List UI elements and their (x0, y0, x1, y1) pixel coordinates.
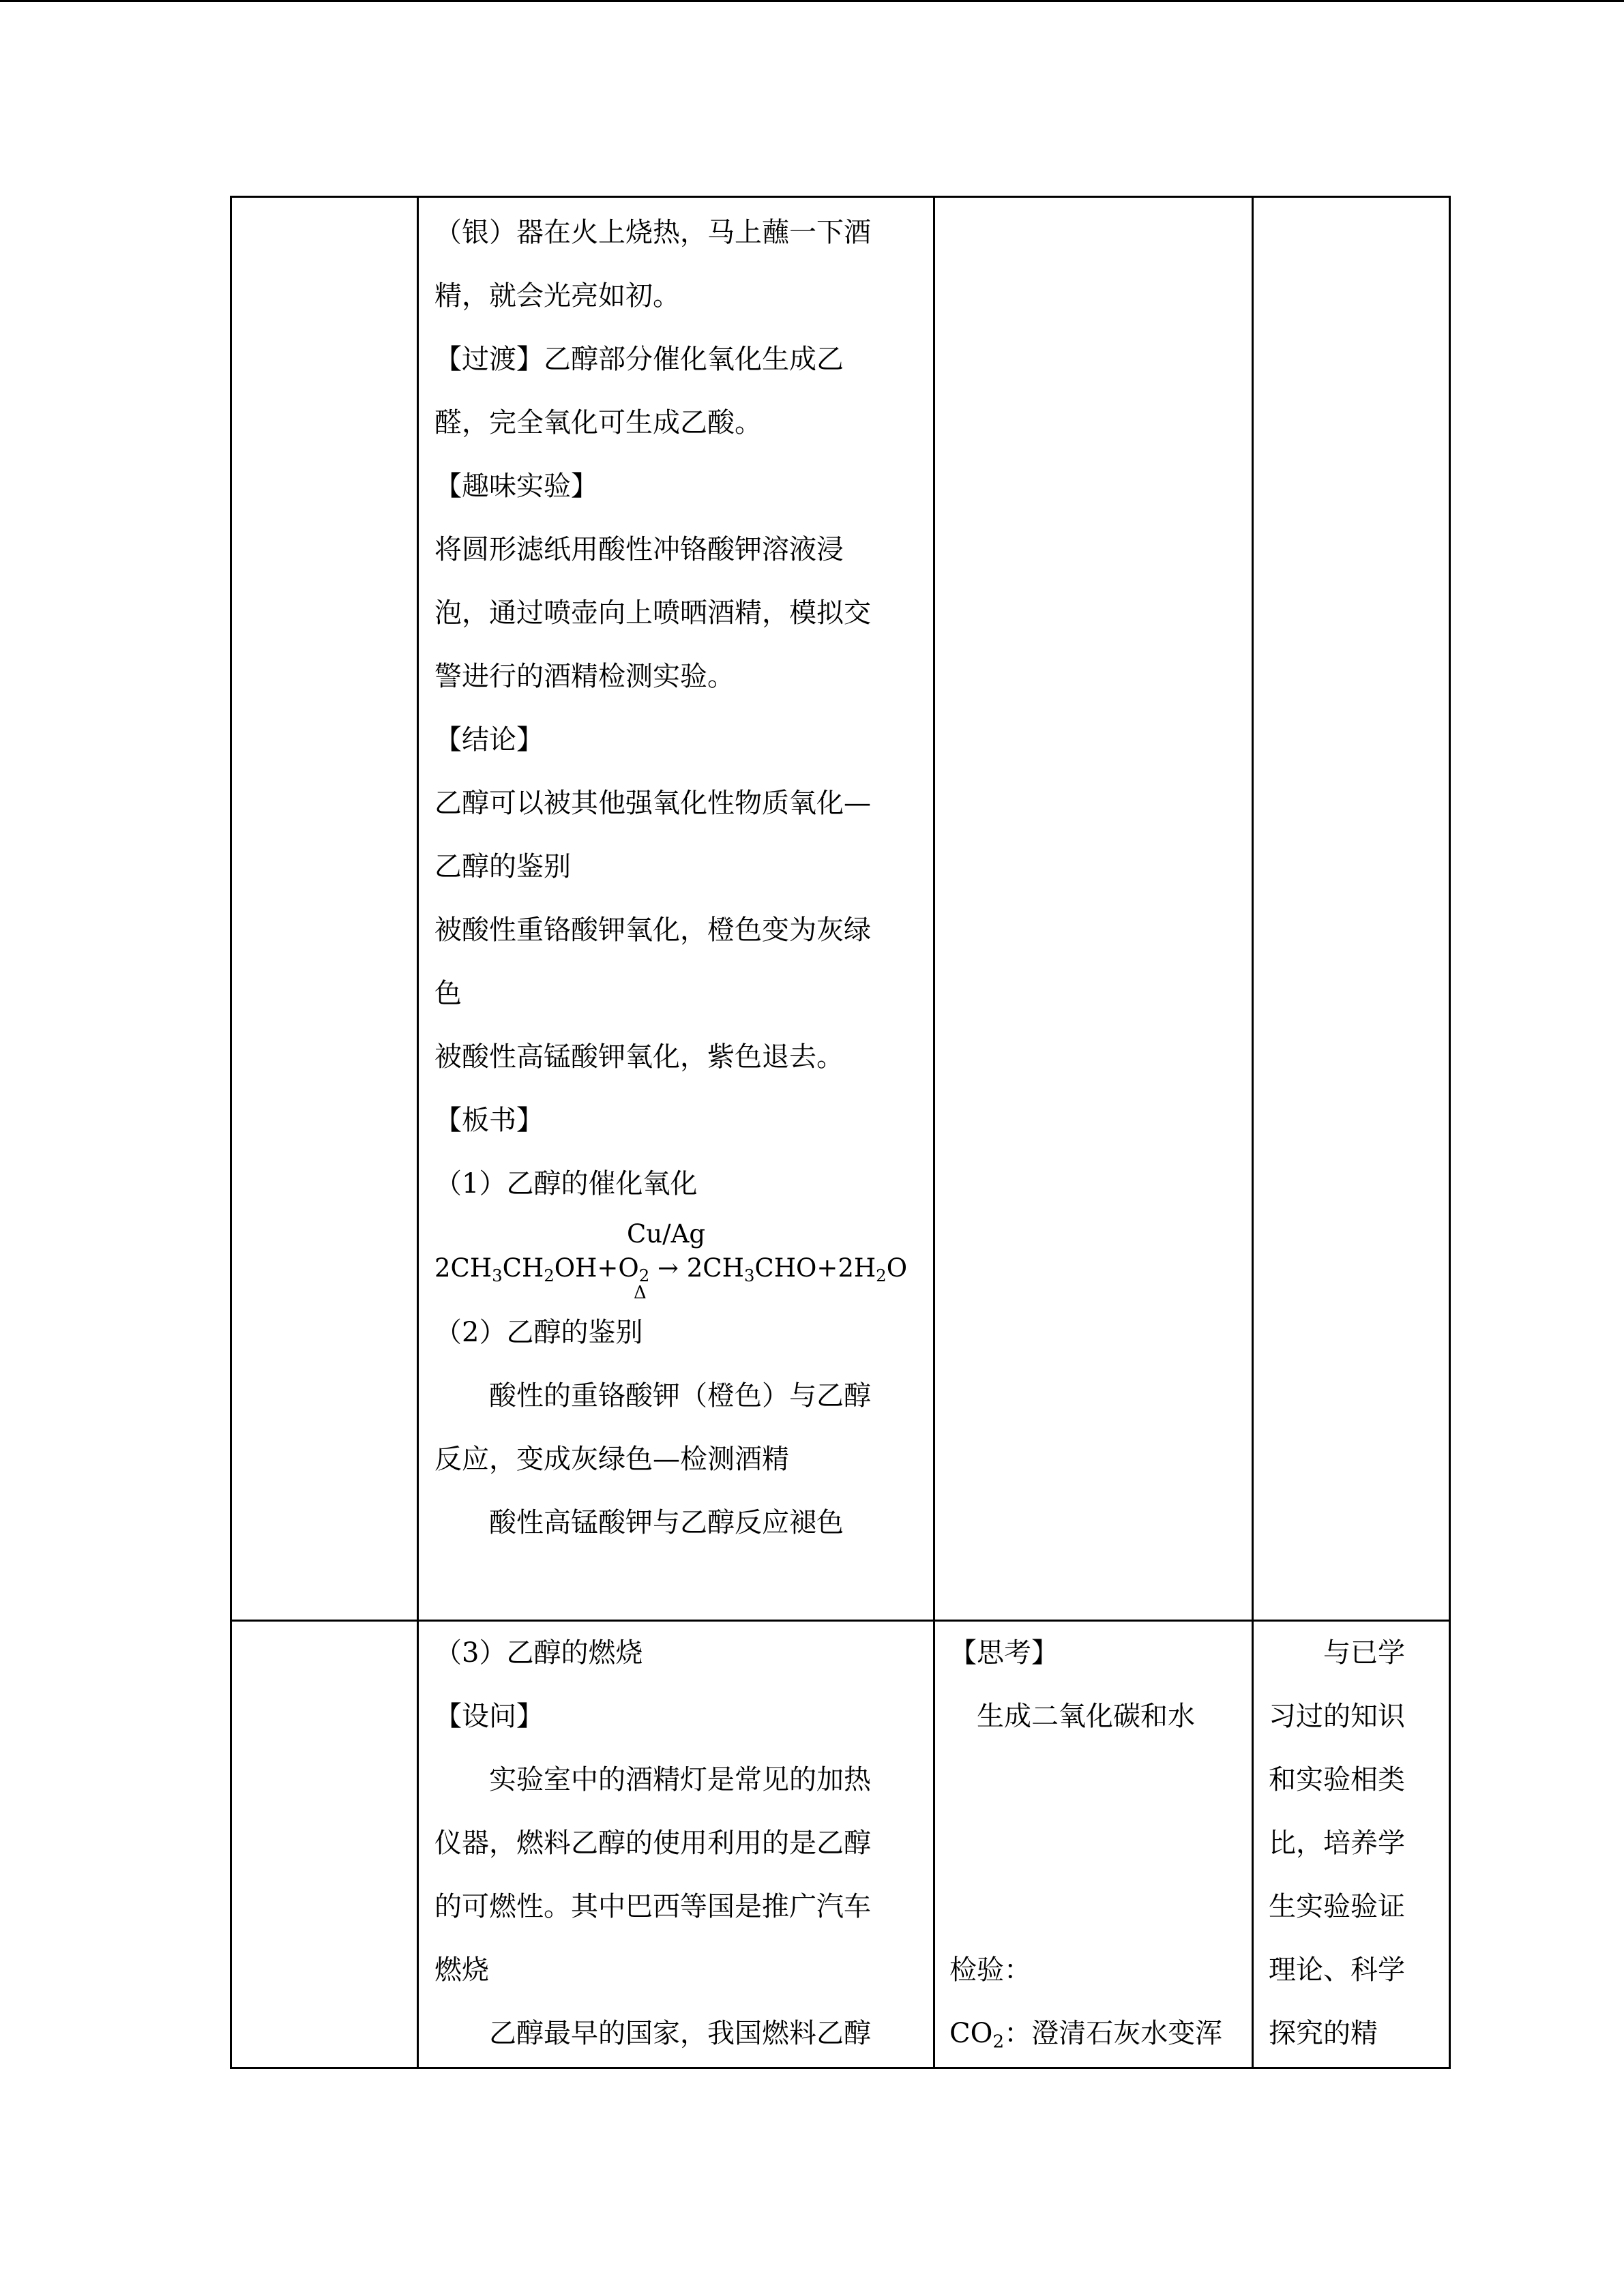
row2-student-activity-cell (949, 1622, 1250, 2066)
text-line: 被酸性高锰酸钾氧化，紫色退去。 (434, 1041, 844, 1073)
text-line: 酸性的重铬酸钾（橙色）与乙醇 (489, 1380, 871, 1412)
text-line: 将圆形滤纸用酸性冲铬酸钾溶液浸 (434, 534, 844, 565)
fun-experiment-heading: 【趣味实验】 (434, 471, 598, 502)
text-line: （2）乙醇的鉴别 (434, 1317, 643, 1348)
spacer (949, 1812, 1250, 1875)
spacer (949, 1875, 1250, 1939)
equation-body: $2CH_3CH_2OH+O_2 \to 2CH_3CHO+2H_2O$ (434, 1253, 908, 1285)
text-line: 反应，变成灰绿色—检测酒精 (434, 1444, 789, 1475)
table-left-rule (230, 196, 232, 2069)
spacer (949, 1748, 1250, 1812)
text-line: 被酸性重铬酸钾氧化，橙色变为灰绿 (434, 914, 871, 946)
text-line: 的可燃性。其中巴西等国是推广汽车 (434, 1891, 871, 1922)
think-heading: 【思考】 (949, 1637, 1059, 1669)
table-top-rule (230, 196, 1451, 198)
text-line: 与已学 (1323, 1637, 1405, 1669)
text-line: 检验： (949, 1954, 1031, 1986)
heat-symbol: Δ (634, 1283, 647, 1303)
conclusion-heading: 【结论】 (434, 724, 544, 756)
text-line: 精，就会光亮如初。 (434, 280, 680, 312)
text-line: 仪器，燃料乙醇的使用利用的是乙醇 (434, 1828, 871, 1859)
text-line: 实验室中的酒精灯是常见的加热 (489, 1764, 871, 1795)
text-line: 乙醇可以被其他强氧化性物质氧化— (434, 788, 871, 819)
text-line: 习过的知识 (1269, 1701, 1405, 1732)
text-line: （银）器在火上烧热，马上蘸一下酒 (434, 217, 871, 248)
page-top-border (0, 0, 1624, 2)
transition-heading: 【过渡】乙醇部分催化氧化生成乙 (434, 344, 844, 375)
text-line: 生成二氧化碳和水 (977, 1701, 1195, 1732)
text-line: 泡，通过喷壶向上喷晒酒精，模拟交 (434, 597, 871, 629)
text-line: 燃烧 (434, 1954, 489, 1986)
board-writing-heading: 【板书】 (434, 1105, 544, 1136)
text-line: 乙醇最早的国家，我国燃料乙醇 (489, 2018, 871, 2049)
text-line: 理论、科学 (1269, 1954, 1405, 1986)
catalytic-oxidation-equation (434, 1216, 926, 1301)
table-right-rule (1449, 196, 1451, 2069)
text-line: 生实验验证 (1269, 1891, 1405, 1922)
text-line: $CO_2$：澄清石灰水变浑 (949, 2018, 1223, 2053)
text-line: 乙醇的鉴别 (434, 851, 571, 882)
text-line: （3）乙醇的燃烧 (434, 1637, 643, 1669)
text-line: 警进行的酒精检测实验。 (434, 661, 735, 692)
text-line: 酸性高锰酸钾与乙醇反应褪色 (489, 1507, 844, 1538)
row1-teacher-activity-cell (434, 201, 926, 1555)
col-divider-2 (933, 196, 935, 2069)
text-line: 色 (434, 978, 462, 1009)
text-line: 比，培养学 (1269, 1828, 1405, 1859)
text-line: 和实验相类 (1269, 1764, 1405, 1795)
question-heading: 【设问】 (434, 1701, 544, 1732)
table-bottom-rule (230, 2067, 1451, 2069)
row2-design-intent-cell (1269, 1622, 1446, 2066)
text-line: 醛，完全氧化可生成乙酸。 (434, 407, 762, 438)
col-divider-3 (1252, 196, 1254, 2069)
catalyst-label: Cu/Ag (627, 1219, 706, 1249)
text-line: （1）乙醇的催化氧化 (434, 1168, 698, 1199)
col-divider-1 (417, 196, 419, 2069)
row2-teacher-activity-cell (434, 1622, 926, 2066)
text-line: 探究的精 (1269, 2018, 1378, 2049)
